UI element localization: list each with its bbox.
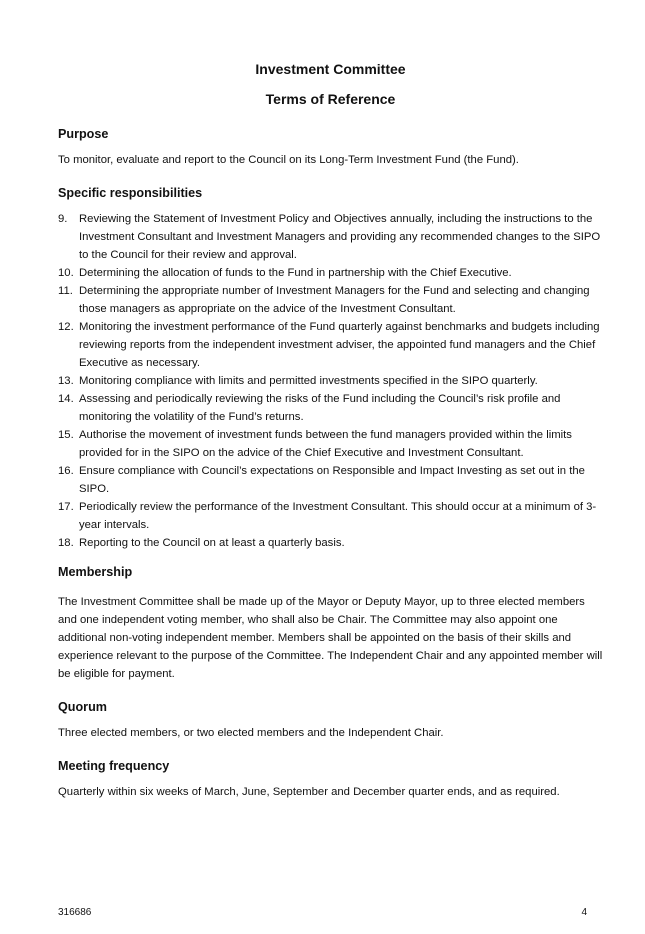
- list-item-number: 14.: [58, 393, 74, 405]
- list-item-text: Monitoring compliance with limits and permitted investments specified in the SIPO quarterly.: [79, 375, 538, 387]
- quorum-heading: Quorum: [58, 700, 107, 714]
- meeting-frequency-text: Quarterly within six weeks of March, June, September and December quarter ends, and as required.: [58, 786, 560, 798]
- list-item-number: 17.: [58, 501, 74, 513]
- list-item: [58, 426, 603, 462]
- purpose-heading: Purpose: [58, 127, 109, 141]
- list-item: [58, 210, 603, 264]
- quorum-text: Three elected members, or two elected members and the Independent Chair.: [58, 727, 444, 739]
- list-item-text: Determining the allocation of funds to the Fund in partnership with the Chief Executive.: [79, 267, 512, 279]
- responsibilities-list: [58, 210, 603, 552]
- list-item: [58, 372, 603, 390]
- meeting-frequency-heading: Meeting frequency: [58, 759, 170, 773]
- purpose-text: To monitor, evaluate and report to the Council on its Long-Term Investment Fund (the Fund).: [58, 154, 519, 166]
- footer-page-number: 4: [581, 907, 587, 918]
- list-item-text: Ensure compliance with Council’s expectations on Responsible and Impact Investing as set out in the SIPO.: [79, 465, 585, 495]
- list-item-number: 18.: [58, 537, 74, 549]
- list-item-number: 11.: [58, 285, 73, 297]
- document-subtitle: Terms of Reference: [265, 91, 396, 107]
- membership-heading: Membership: [58, 565, 133, 579]
- list-item-text: Monitoring the investment performance of the Fund quarterly against benchmarks and budgets including reviewing reports from the independent investment adviser, the appointed fund managers and the Chief Executive as necessary.: [79, 321, 600, 369]
- document-title: Investment Committee: [255, 61, 406, 77]
- list-item: [58, 282, 603, 318]
- membership-text: The Investment Committee shall be made up of the Mayor or Deputy Mayor, up to three elected members and one independent voting member, who shall also be Chair. The Committee may also appoint one additional non-voting independent member. Members shall be appointed on the basis of their skills and experience relevant to the purpose of the Committee. The Independent Chair and any appointed member will be eligible for payment.: [58, 596, 603, 680]
- list-item-text: Determining the appropriate number of Investment Managers for the Fund and selecting and changing those managers as appropriate on the advice of the Investment Consultant.: [79, 285, 590, 315]
- list-item-number: 9.: [58, 213, 68, 225]
- list-item-number: 10.: [58, 267, 74, 279]
- list-item: [58, 264, 603, 282]
- list-item-text: Reviewing the Statement of Investment Policy and Objectives annually, including the instructions to the Investment Consultant and Investment Managers and providing any recommended changes to the SIPO to the Council for their review and approval.: [79, 213, 601, 261]
- footer-document-number: 316686: [58, 907, 92, 918]
- list-item-text: Assessing and periodically reviewing the risks of the Fund including the Council’s risk profile and monitoring the volatility of the Fund’s returns.: [79, 393, 561, 423]
- list-item-text: Periodically review the performance of the Investment Consultant. This should occur at a minimum of 3-year intervals.: [79, 501, 597, 531]
- list-item-text: Reporting to the Council on at least a quarterly basis.: [79, 537, 345, 549]
- list-item: [58, 498, 603, 534]
- list-item-number: 15.: [58, 429, 74, 441]
- list-item-number: 12.: [58, 321, 74, 333]
- list-item: [58, 534, 603, 552]
- list-item-number: 16.: [58, 465, 74, 477]
- list-item: [58, 390, 603, 426]
- list-item-text: Authorise the movement of investment funds between the fund managers provided within the limits provided for in the SIPO on the advice of the Chief Executive and Investment Consultant.: [79, 429, 572, 459]
- list-item: [58, 318, 603, 372]
- list-item: [58, 462, 603, 498]
- responsibilities-heading: Specific responsibilities: [58, 186, 203, 200]
- list-item-number: 13.: [58, 375, 74, 387]
